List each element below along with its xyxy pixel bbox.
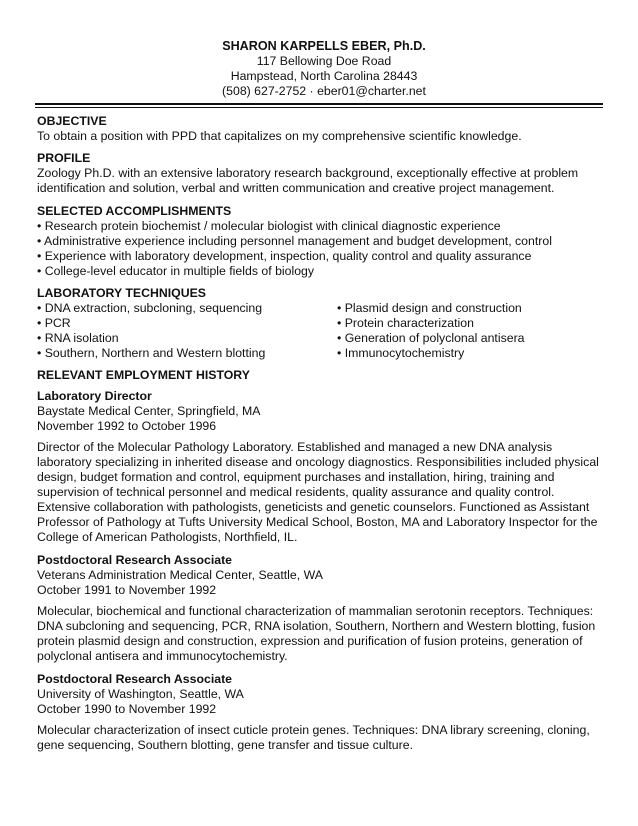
objective-section bbox=[37, 114, 603, 144]
job-title: Postdoctoral Research Associate bbox=[37, 671, 233, 686]
list-item: • RNA isolation bbox=[37, 330, 119, 345]
objective-heading: OBJECTIVE bbox=[37, 114, 107, 128]
job-employer: University of Washington, Seattle, WA bbox=[37, 686, 244, 701]
techniques-columns bbox=[37, 301, 603, 361]
profile-section bbox=[37, 151, 603, 196]
objective-text: To obtain a position with PPD that capitalizes on my comprehensive scientific knowledge. bbox=[37, 129, 522, 143]
techniques-section bbox=[37, 286, 603, 361]
job-dates: October 1991 to November 1992 bbox=[37, 582, 217, 597]
header-divider bbox=[35, 103, 603, 108]
accomplishments-list bbox=[37, 219, 603, 279]
techniques-heading: LABORATORY TECHNIQUES bbox=[37, 285, 206, 300]
accomplishments-heading: SELECTED ACCOMPLISHMENTS bbox=[37, 203, 232, 218]
job-employer: Baystate Medical Center, Springfield, MA bbox=[37, 403, 261, 418]
list-item: • Generation of polyclonal antisera bbox=[337, 330, 525, 345]
job-entry bbox=[37, 672, 603, 753]
list-item: • Research protein biochemist / molecular biologist with clinical diagnostic experience bbox=[37, 218, 501, 233]
list-item: • DNA extraction, subcloning, sequencing bbox=[37, 300, 263, 315]
list-item: • Experience with laboratory development, inspection, quality control and quality assurance bbox=[37, 248, 532, 263]
job-title: Postdoctoral Research Associate bbox=[37, 552, 233, 567]
job-title: Laboratory Director bbox=[37, 388, 152, 403]
list-item: • Protein characterization bbox=[337, 315, 474, 330]
list-item: • Administrative experience including personnel management and budget development, control bbox=[37, 233, 552, 248]
city-state-zip: Hampstead, North Carolina 28443 bbox=[230, 69, 418, 83]
job-entry bbox=[37, 389, 603, 545]
list-item: • PCR bbox=[37, 315, 71, 330]
list-item: • Southern, Northern and Western blotting bbox=[37, 345, 266, 360]
profile-heading: PROFILE bbox=[37, 151, 91, 166]
job-description: Molecular characterization of insect cuticle protein genes. Techniques: DNA library screening, cloning, gene sequencing, Southern blotting, gene transfer and tissue culture. bbox=[37, 722, 590, 752]
list-item: • Plasmid design and construction bbox=[337, 300, 522, 315]
accomplishments-section bbox=[37, 204, 603, 279]
candidate-name: SHARON KARPELLS EBER, Ph.D. bbox=[222, 39, 426, 53]
list-item: • Immunocytochemistry bbox=[337, 345, 465, 360]
street-address: 117 Bellowing Doe Road bbox=[256, 54, 392, 68]
techniques-right-list bbox=[337, 301, 603, 361]
employment-heading: RELEVANT EMPLOYMENT HISTORY bbox=[37, 367, 250, 382]
job-description: Director of the Molecular Pathology Laboratory. Established and managed a new DNA analysis laboratory specializing in inherited disease and oncology diagnostics. Responsibilities included physical design, budget formation and control, equipment purchases and installation, hiring, training and supervision of technical personnel and medical residents, quality assurance and quality control. Extensive collaboration with pathologists, geneticists and genetic counselors. Functioned as Assistant Professor of Pathology at Tufts University Medical School, Boston, MA and Laboratory Inspector for the College of American Pathologists, Northfield, IL. bbox=[37, 439, 599, 544]
job-entry bbox=[37, 553, 603, 664]
list-item: • College-level educator in multiple fields of biology bbox=[37, 263, 315, 278]
job-employer: Veterans Administration Medical Center, Seattle, WA bbox=[37, 567, 323, 582]
profile-text: Zoology Ph.D. with an extensive laboratory research background, exceptionally effective at problem identification and solution, verbal and written communication and creative project management. bbox=[37, 166, 579, 196]
job-description: Molecular, biochemical and functional characterization of mammalian serotonin receptors. Techniques: DNA subcloning and sequencing, PCR, RNA isolation, Southern, Northern and Western blotting, fusion protein plasmid design and construction, expression and purification of fusion proteins, generation of polyclonal antisera and immunocytochemistry. bbox=[37, 603, 596, 663]
resume-header bbox=[45, 38, 603, 99]
job-dates: November 1992 to October 1996 bbox=[37, 418, 217, 433]
techniques-left-list bbox=[37, 301, 337, 361]
job-dates: October 1990 to November 1992 bbox=[37, 701, 217, 716]
contact-info: (508) 627-2752 · eber01@charter.net bbox=[222, 84, 426, 98]
resume-page bbox=[37, 38, 603, 753]
employment-section bbox=[37, 368, 603, 753]
